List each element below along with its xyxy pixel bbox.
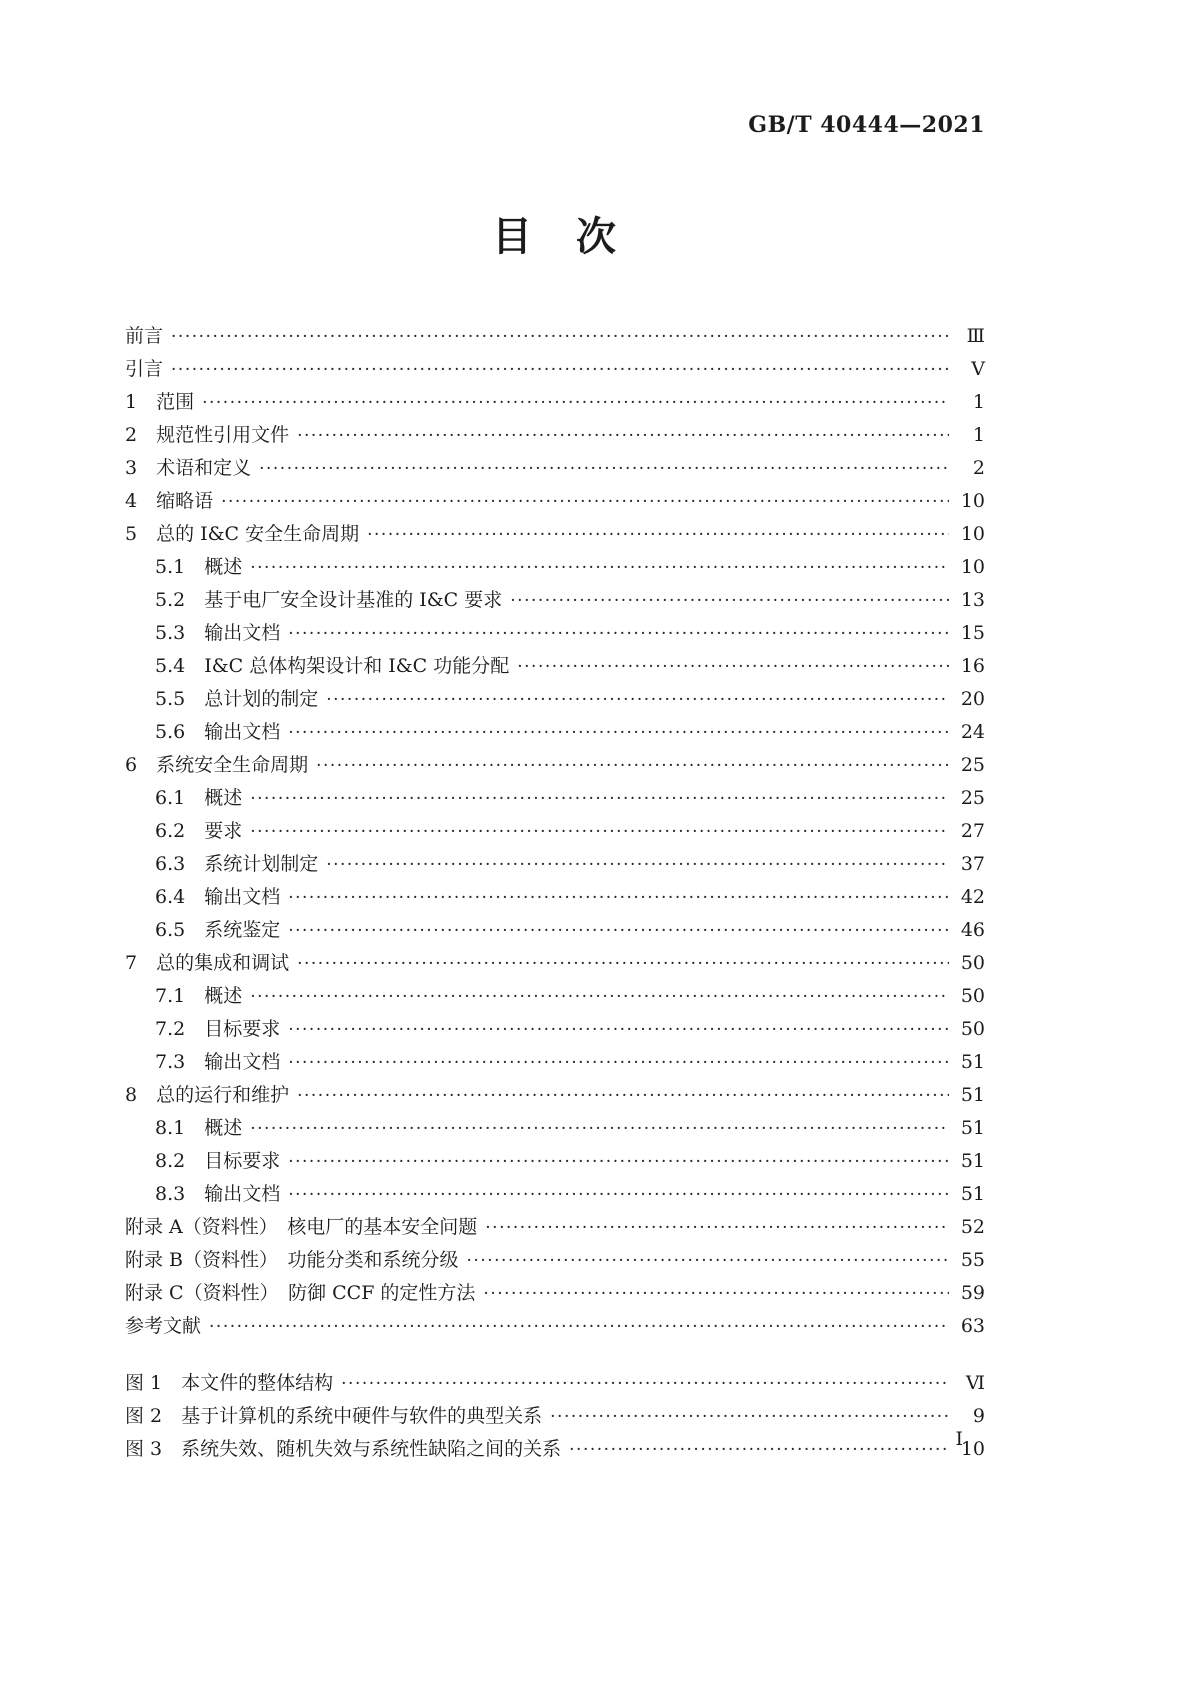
toc-entry-page: Ⅵ	[965, 1372, 985, 1394]
toc-entry	[125, 1178, 985, 1211]
toc-entry-page: Ⅲ	[966, 325, 985, 347]
toc-entry	[125, 1310, 985, 1343]
toc-entry-label: 5.5 总计划的制定	[155, 688, 319, 710]
toc-entry-page: 10	[960, 556, 985, 578]
toc-entry-label: 6.1 概述	[155, 787, 243, 809]
toc-entry-page: 37	[960, 853, 985, 875]
toc-entry-label: 7.1 概述	[155, 985, 243, 1007]
toc-dot-leader	[171, 320, 949, 354]
toc-dot-leader	[297, 947, 949, 981]
toc-dot-leader	[485, 1211, 949, 1245]
toc-entry-label: 1 范围	[125, 391, 195, 413]
toc-entry-label: 6.3 系统计划制定	[155, 853, 319, 875]
toc-entry	[125, 749, 985, 782]
toc-dot-leader	[297, 1079, 949, 1113]
toc-entry-page: 10	[960, 523, 985, 545]
toc-entry	[125, 848, 985, 881]
toc-entry-label: 6.4 输出文档	[155, 886, 281, 908]
toc-dot-leader	[250, 551, 949, 585]
toc-entry-label: 4 缩略语	[125, 490, 214, 512]
toc-dot-leader	[341, 1367, 949, 1401]
toc-entry-label: 引言	[125, 358, 164, 380]
toc-dot-leader	[550, 1400, 949, 1434]
toc-entry-label: 图 2 基于计算机的系统中硬件与软件的典型关系	[125, 1405, 543, 1427]
toc-entry-label: 附录 C（资料性） 防御 CCF 的定性方法	[125, 1282, 476, 1304]
toc-entry-page: 59	[960, 1282, 985, 1304]
toc-dot-leader	[221, 485, 949, 519]
page-title: 目 次	[492, 213, 618, 260]
toc-dot-leader	[467, 1244, 949, 1278]
toc-entry-page: 15	[960, 622, 985, 644]
toc-dot-leader	[250, 782, 949, 816]
toc-entry	[125, 1433, 985, 1466]
toc-entry	[125, 1046, 985, 1079]
toc-entry-page: 20	[960, 688, 985, 710]
toc-entry-label: 2 规范性引用文件	[125, 424, 290, 446]
toc-dot-leader	[250, 815, 949, 849]
toc-dot-leader	[288, 914, 949, 948]
toc-entry	[125, 716, 985, 749]
toc-dot-leader	[510, 584, 949, 618]
toc-entry-label: 7.2 目标要求	[155, 1018, 281, 1040]
toc-dot-leader	[569, 1433, 949, 1467]
toc-entry-page: 51	[960, 1084, 985, 1106]
toc-entry	[125, 980, 985, 1013]
toc-dot-leader	[288, 617, 949, 651]
toc-entry-page: 50	[960, 1018, 985, 1040]
toc-entry-page: 2	[972, 457, 985, 479]
toc-entry-page: 51	[960, 1117, 985, 1139]
toc-content	[125, 0, 985, 1466]
toc-entry-page: 52	[960, 1216, 985, 1238]
toc-entry	[125, 914, 985, 947]
toc-entry	[125, 947, 985, 980]
toc-entry-label: 附录 A（资料性） 核电厂的基本安全问题	[125, 1216, 478, 1238]
toc-entry	[125, 1145, 985, 1178]
toc-entry	[125, 1277, 985, 1310]
toc-dot-leader	[288, 1013, 949, 1047]
toc-entry-label: 图 3 系统失效、随机失效与系统性缺陷之间的关系	[125, 1438, 562, 1460]
standard-number: GB/T 40444—2021	[748, 112, 985, 138]
toc-entry	[125, 1367, 985, 1400]
toc-entry	[125, 650, 985, 683]
toc-entry-label: 5.2 基于电厂安全设计基准的 I&C 要求	[155, 589, 503, 611]
toc-entry-label: 5.6 输出文档	[155, 721, 281, 743]
toc-list	[125, 320, 985, 1466]
toc-entry-label: 6 系统安全生命周期	[125, 754, 309, 776]
toc-entry-page: 13	[960, 589, 985, 611]
toc-entry-page: 10	[960, 1438, 985, 1460]
toc-entry	[125, 683, 985, 716]
toc-dot-leader	[288, 881, 949, 915]
toc-entry-page: 27	[960, 820, 985, 842]
toc-entry-page: 51	[960, 1150, 985, 1172]
toc-entry-label: 前言	[125, 325, 164, 347]
toc-entry	[125, 1079, 985, 1112]
toc-dot-leader	[517, 650, 949, 684]
toc-entry	[125, 584, 985, 617]
toc-dot-leader	[297, 419, 949, 453]
toc-entry-page: Ⅴ	[971, 358, 985, 380]
toc-dot-leader	[316, 749, 949, 783]
footer-page-number: Ⅰ	[955, 1428, 963, 1450]
toc-dot-leader	[326, 848, 949, 882]
toc-entry-label: 5.4 I&C 总体构架设计和 I&C 功能分配	[155, 655, 510, 677]
toc-entry-page: 51	[960, 1183, 985, 1205]
toc-dot-leader	[250, 1112, 949, 1146]
toc-entry-page: 42	[960, 886, 985, 908]
toc-entry-page: 46	[960, 919, 985, 941]
toc-entry	[125, 1211, 985, 1244]
toc-entry-label: 6.5 系统鉴定	[155, 919, 281, 941]
toc-entry	[125, 386, 985, 419]
toc-dot-leader	[288, 1046, 949, 1080]
toc-entry-page: 25	[960, 787, 985, 809]
toc-entry	[125, 782, 985, 815]
toc-dot-leader	[367, 518, 949, 552]
toc-entry-page: 9	[972, 1405, 985, 1427]
toc-entry-page: 10	[960, 490, 985, 512]
toc-entry-label: 8.2 目标要求	[155, 1150, 281, 1172]
toc-entry-page: 51	[960, 1051, 985, 1073]
toc-entry-label: 参考文献	[125, 1315, 202, 1337]
toc-entry-page: 25	[960, 754, 985, 776]
toc-entry	[125, 419, 985, 452]
toc-entry	[125, 815, 985, 848]
toc-entry-page: 50	[960, 952, 985, 974]
toc-entry	[125, 518, 985, 551]
toc-dot-leader	[326, 683, 949, 717]
toc-dot-leader	[483, 1277, 949, 1311]
toc-dot-leader	[288, 1178, 949, 1212]
toc-dot-leader	[288, 716, 949, 750]
toc-entry	[125, 1013, 985, 1046]
toc-entry-label: 7.3 输出文档	[155, 1051, 281, 1073]
toc-entry	[125, 1244, 985, 1277]
toc-entry-label: 图 1 本文件的整体结构	[125, 1372, 334, 1394]
toc-entry-label: 8.3 输出文档	[155, 1183, 281, 1205]
toc-entry	[125, 320, 985, 353]
toc-entry-page: 63	[960, 1315, 985, 1337]
toc-entry	[125, 551, 985, 584]
toc-entry-page: 24	[960, 721, 985, 743]
toc-entry-label: 5.1 概述	[155, 556, 243, 578]
toc-entry-page: 50	[960, 985, 985, 1007]
toc-dot-leader	[259, 452, 949, 486]
toc-dot-leader	[171, 353, 949, 387]
toc-entry-label: 5.3 输出文档	[155, 622, 281, 644]
toc-entry-page: 1	[972, 391, 985, 413]
toc-entry	[125, 485, 985, 518]
toc-entry	[125, 452, 985, 485]
toc-entry	[125, 617, 985, 650]
toc-entry-page: 55	[960, 1249, 985, 1271]
toc-dot-leader	[202, 386, 949, 420]
toc-entry-label: 8.1 概述	[155, 1117, 243, 1139]
toc-entry-page: 16	[960, 655, 985, 677]
toc-entry-label: 5 总的 I&C 安全生命周期	[125, 523, 360, 545]
toc-entry	[125, 353, 985, 386]
toc-dot-leader	[209, 1310, 949, 1344]
toc-entry	[125, 881, 985, 914]
toc-entry-label: 7 总的集成和调试	[125, 952, 290, 974]
toc-entry-page: 1	[972, 424, 985, 446]
toc-entry	[125, 1112, 985, 1145]
toc-entry-label: 附录 B（资料性） 功能分类和系统分级	[125, 1249, 459, 1271]
toc-entry-label: 8 总的运行和维护	[125, 1084, 290, 1106]
toc-dot-leader	[288, 1145, 949, 1179]
toc-entry-label: 3 术语和定义	[125, 457, 252, 479]
toc-dot-leader	[250, 980, 949, 1014]
toc-entry-label: 6.2 要求	[155, 820, 243, 842]
toc-entry	[125, 1400, 985, 1433]
